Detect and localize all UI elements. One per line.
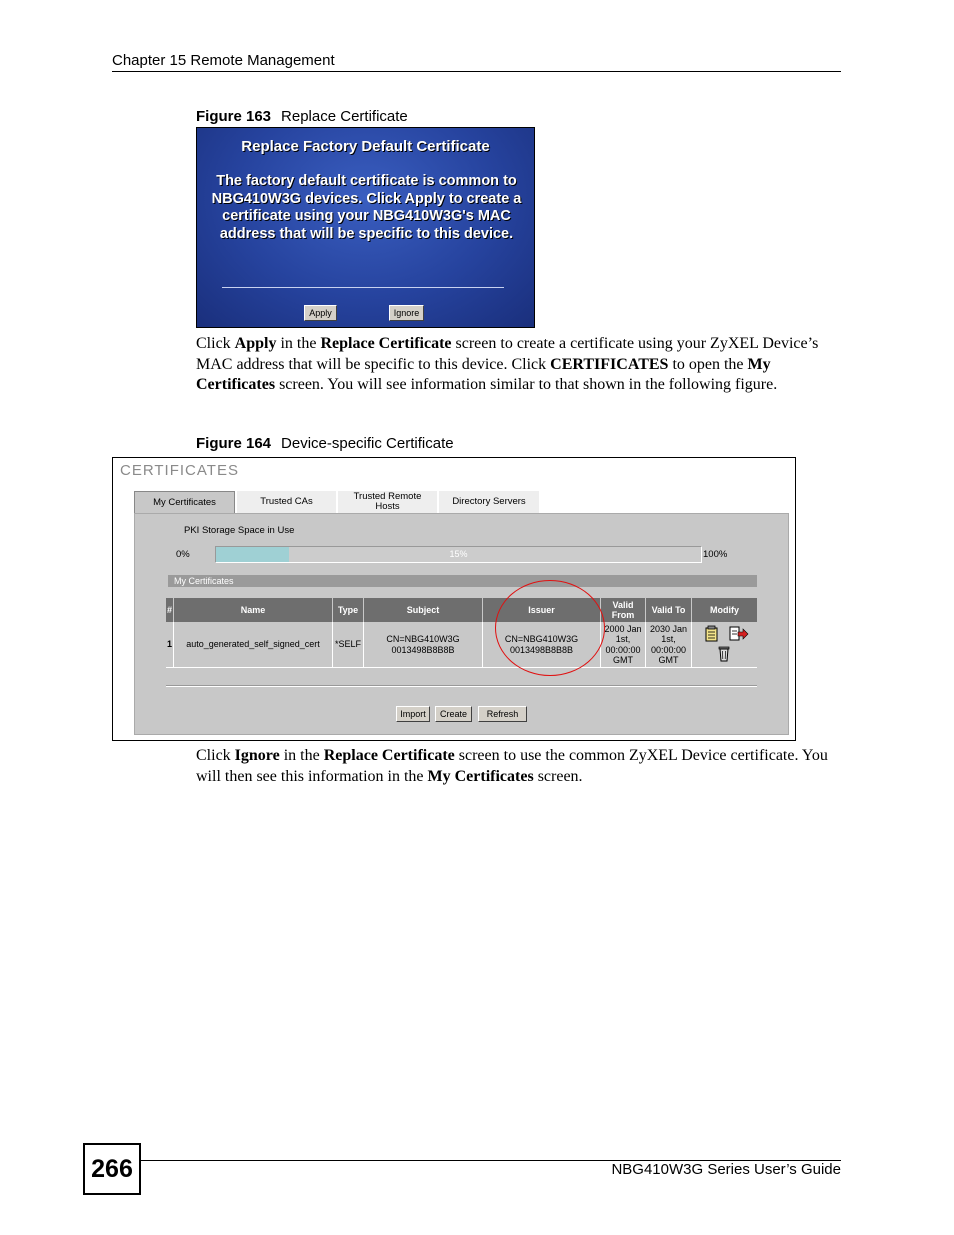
import-button[interactable]: Import	[396, 706, 430, 722]
col-modify: Modify	[692, 598, 757, 622]
tab-my-certificates[interactable]: My Certificates	[134, 491, 235, 513]
col-valid-to: Valid To	[646, 598, 692, 622]
row-subject: CN=NBG410W3G 0013498B8B8B	[364, 622, 483, 668]
panel-divider	[166, 686, 757, 687]
certificates-screen	[112, 457, 796, 741]
storage-value-label: 15%	[449, 549, 468, 559]
row-issuer: CN=NBG410W3G 0013498B8B8B	[483, 622, 601, 668]
dialog-message: The factory default certificate is common to NBG410W3G devices. Click Apply to create a certificate using your NBG410W3G's MAC address that will be specific to this device.	[211, 173, 522, 242]
pki-storage-label: PKI Storage Space in Use	[184, 525, 295, 536]
ignore-button[interactable]: Ignore	[389, 305, 424, 321]
replace-certificate-dialog	[196, 127, 535, 328]
edit-icon[interactable]	[706, 626, 717, 641]
tab-directory-servers[interactable]: Directory Servers	[439, 491, 539, 513]
row-valid-to: 2030 Jan 1st, 00:00:00 GMT	[646, 622, 692, 668]
create-button[interactable]: Create	[435, 706, 472, 722]
col-index: #	[166, 598, 174, 622]
my-certificates-panel	[134, 513, 789, 735]
col-type: Type	[333, 598, 364, 622]
certificates-heading: CERTIFICATES	[120, 462, 239, 479]
figure-163-caption	[196, 108, 408, 125]
row-type: *SELF	[333, 622, 364, 668]
paragraph-ignore: Click Ignore in the Replace Certificate screen to use the common ZyXEL Device certificate. You will then see this information in the My Certificates screen.	[196, 747, 828, 785]
modify-icons	[695, 623, 755, 667]
row-valid-from: 2000 Jan 1st, 00:00:00 GMT	[601, 622, 646, 668]
storage-min-label: 0%	[176, 549, 190, 560]
row-index: 1	[166, 622, 174, 668]
page-number: 266	[83, 1143, 141, 1195]
row-name: auto_generated_self_signed_cert	[174, 622, 333, 668]
dialog-divider	[222, 287, 504, 288]
figure-163-label: Figure 163	[196, 108, 272, 125]
figure-164-caption	[196, 435, 454, 452]
row-modify	[692, 622, 757, 668]
delete-icon[interactable]	[719, 647, 729, 661]
paragraph-apply: Click Apply in the Replace Certificate screen to create a certificate using your ZyXEL Device’s MAC address that will be specific to this device. Click CERTIFICATES to open the My Certificates screen. You will see information similar to that shown in the following figure.	[196, 335, 819, 393]
storage-max-label: 100%	[703, 549, 728, 560]
issuer-highlight-circle	[495, 580, 605, 676]
figure-164-label: Figure 164	[196, 435, 272, 452]
tab-trusted-remote-hosts[interactable]: Trusted Remote Hosts	[338, 491, 437, 513]
header-rule	[112, 71, 841, 72]
chapter-title: Chapter 15 Remote Management	[112, 52, 335, 69]
export-icon[interactable]	[730, 627, 748, 640]
refresh-button[interactable]: Refresh	[478, 706, 527, 722]
col-subject: Subject	[364, 598, 483, 622]
figure-164-title: Device-specific Certificate	[281, 435, 454, 452]
col-name: Name	[174, 598, 333, 622]
dialog-title: Replace Factory Default Certificate	[241, 138, 490, 155]
apply-button[interactable]: Apply	[304, 305, 337, 321]
storage-progress-bar	[215, 546, 702, 563]
col-issuer: Issuer	[483, 598, 601, 622]
tab-trusted-cas[interactable]: Trusted CAs	[237, 491, 336, 513]
guide-title: NBG410W3G Series User’s Guide	[611, 1161, 841, 1178]
my-certificates-section-bar: My Certificates	[168, 575, 757, 587]
col-valid-from: Valid From	[601, 598, 646, 622]
figure-163-title: Replace Certificate	[281, 108, 408, 125]
